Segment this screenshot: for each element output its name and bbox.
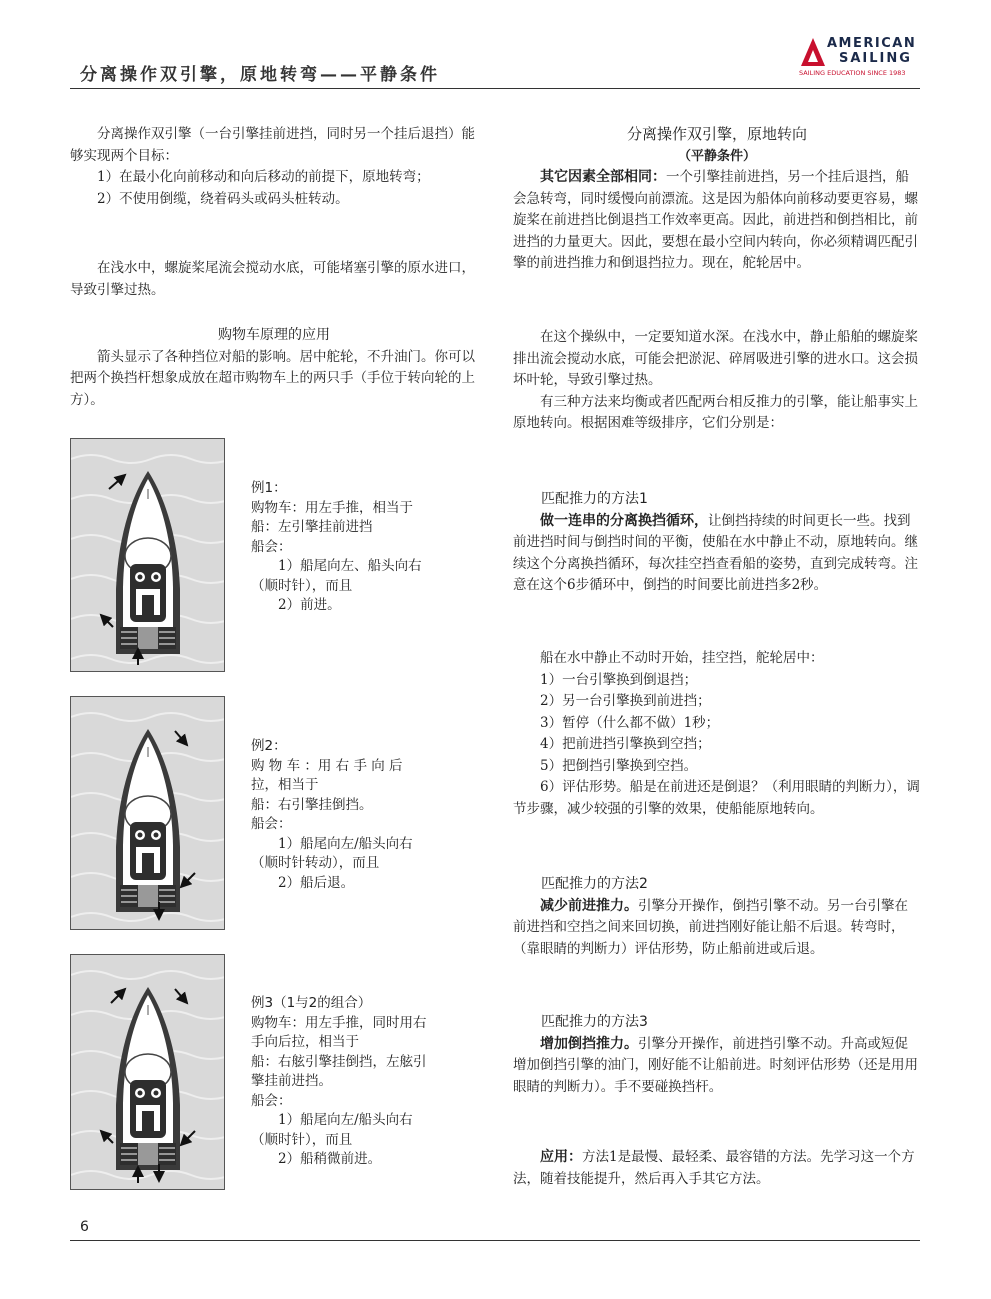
example-3-will-label: 船会： [251, 1092, 292, 1109]
steps-section [513, 648, 921, 820]
example-3-boat-label: 船： [251, 1053, 278, 1070]
right-column-depth [513, 327, 921, 435]
logo-triangle-inner [808, 50, 818, 62]
example-2-cart-text: 用 右 手 向 后 拉，相当于 [251, 757, 403, 793]
right-subtitle: （平静条件） [677, 148, 756, 164]
example-1-result-1: 1）船尾向左、船头向右（顺时针），而且 [251, 558, 422, 594]
cart-heading: 购物车原理的应用 [218, 327, 330, 343]
example-1-caption [251, 479, 429, 616]
left-shallow [70, 258, 478, 301]
example-3-cart-text: 用左手推，同时用右手向后拉，相当于 [251, 1014, 427, 1050]
left-intro [70, 124, 478, 210]
example-2-caption [251, 737, 429, 893]
example-3-result-2: 2）船稍微前进。 [278, 1151, 382, 1167]
steps-intro: 船在水中静止不动时开始，挂空挡，舵轮居中： [540, 650, 824, 666]
example-3-caption [251, 994, 429, 1170]
example-2-boat-label: 船： [251, 796, 278, 813]
step-item: 4）把前进挡引擎换到空挡； [540, 736, 711, 752]
application-section [513, 1147, 921, 1190]
example-3-result-1: 1）船尾向左/船头向右（顺时针），而且 [251, 1112, 413, 1148]
method-1-heading: 匹配推力的方法1 [541, 491, 648, 507]
right-title: 分离操作双引擎，原地转向 [626, 125, 807, 143]
header-divider [70, 88, 920, 89]
example-2-boat-text: 右引擎挂倒挡。 [278, 796, 373, 813]
example-3-cart-label: 购物车： [251, 1014, 305, 1031]
example-1-cart-label: 购物车： [251, 499, 305, 516]
boat-diagram-example-1 [70, 438, 225, 672]
example-2-will-label: 船会： [251, 816, 292, 832]
method-1-lead: 做一连串的分离换挡循环， [540, 512, 708, 529]
example-3-boat-text: 右舷引擎挂倒挡，左舷引擎挂前进挡。 [251, 1053, 427, 1089]
cart-section [70, 325, 478, 411]
step-item: 5）把倒挡引擎换到空挡。 [540, 757, 698, 774]
intro-goal-2: 2）不使用倒缆，绕着码头或码头桩转动。 [97, 190, 349, 207]
example-2-result-1: 1）船尾向左/船头向右（顺时针转动），而且 [251, 835, 413, 871]
page-number: 6 [80, 1219, 89, 1235]
example-1-boat-text: 左引擎挂前进挡 [278, 519, 373, 535]
example-1-will-label: 船会： [251, 538, 292, 555]
water-depth-paragraph: 在这个操纵中，一定要知道水深。在浅水中，静止船舶的螺旋桨排出流会搅动水底，可能会把淤泥、碎屑吸进引擎的进水口。这会损坏叶轮，导致引擎过热。 [513, 329, 918, 388]
example-1-cart-text: 用左手推，相当于 [305, 499, 413, 516]
cart-paragraph: 箭头显示了各种挡位对船的影响。居中舵轮，不升油门。你可以把两个换挡杆想象成放在超市购物车上的两只手（手位于转向轮的上方）。 [70, 348, 475, 408]
method-1-section [513, 489, 921, 597]
logo-word-american: AMERICAN [827, 36, 917, 51]
method-3-heading: 匹配推力的方法3 [541, 1014, 648, 1030]
boat-diagram-example-3 [70, 954, 225, 1190]
application-label: 应用： [540, 1149, 582, 1165]
application-text: 方法1是最慢、最轻柔、最容错的方法。先学习这一个方法，随着技能提升，然后再入手其它方法。 [513, 1149, 915, 1187]
intro-goal-1: 1）在最小化向前移动和向后移动的前提下，原地转弯； [97, 169, 430, 185]
step-6: 6）评估形势。船是在前进还是倒退？（利用眼睛的判断力），调节步骤，减少较强的引擎的效果，使船能原地转向。 [513, 779, 920, 817]
example-3-title: 例3（1与2的组合） [251, 995, 372, 1011]
example-1-boat-label: 船： [251, 519, 278, 535]
example-2-result-2: 2）船后退。 [278, 874, 355, 891]
three-methods-paragraph: 有三种方法来均衡或者匹配两台相反推力的引擎，能让船事实上原地转向。根据困难等级排序，它们分别是： [513, 393, 918, 431]
example-2-title: 例2： [251, 738, 287, 754]
boat-diagram-example-2 [70, 696, 225, 930]
intro-paragraph: 分离操作双引擎（一台引擎挂前进挡，同时另一个挂后退挡）能够实现两个目标： [70, 126, 475, 164]
method-2-text: 引擎分开操作，倒挡引擎不动。另一台引擎在前进挡和空挡之间来回切换，前进挡刚好能让船不后退。转弯时，（靠眼睛的判断力）评估形势，防止船前进或后退。 [513, 897, 908, 957]
method-3-text: 引擎分开操作，前进挡引擎不动。升高或短促增加倒挡引擎的油门，刚好能不让船前进。时刻评估形势（还是用用眼睛的判断力）。手不要碰换挡杆。 [513, 1035, 918, 1095]
method-2-heading: 匹配推力的方法2 [541, 876, 648, 892]
example-2-cart-label: 购 物 车 ： [251, 757, 318, 774]
step-item: 2）另一台引擎换到前进挡； [540, 693, 711, 709]
method-2-section [513, 874, 921, 960]
p1-text: 一个引擎挂前进挡，另一个挂后退挡，船会急转弯，同时缓慢向前漂流。这是因为船体向前移动要更容易，螺旋桨在前进挡比倒退挡工作效率更高。因此，前进挡和倒挡相比，前进挡的力量更大。因此，要想在最小空间内转向，你必须精调匹配引擎的前进挡推力和倒退挡拉力。现在，舵轮居中。 [513, 169, 918, 271]
american-sailing-logo [793, 36, 923, 80]
step-item: 1）一台引擎换到倒退挡； [540, 671, 698, 688]
p1-lead: 其它因素全部相同： [540, 169, 666, 185]
method-3-section [513, 1012, 921, 1098]
footer-divider [70, 1240, 920, 1241]
page-header-title: 分离操作双引擎，原地转弯——平静条件 [80, 65, 440, 85]
step-item: 3）暂停（什么都不做）1秒； [540, 714, 720, 731]
example-1-result-2: 2）前进。 [278, 597, 341, 613]
shallow-water-paragraph: 在浅水中，螺旋桨尾流会搅动水底，可能堵塞引擎的原水进口，导致引擎过热。 [70, 260, 475, 298]
method-1-text: 让倒挡持续的时间更长一些。找到前进挡时间与倒挡时间的平衡，使船在水中静止不动，原地转向。继续这个分离换挡循环，每次挂空挡查看船的姿势，直到完成转弯。注意在这个6步循环中，倒挡的时间要比前进挡多2秒。 [513, 512, 918, 593]
logo-word-sailing: SAILING [839, 51, 912, 66]
method-3-lead: 增加倒挡推力。 [540, 1035, 638, 1052]
right-column-top [513, 124, 921, 275]
logo-tagline: SAILING EDUCATION SINCE 1983 [799, 69, 906, 77]
method-2-lead: 减少前进推力。 [540, 897, 638, 914]
example-1-title: 例1： [251, 480, 287, 496]
